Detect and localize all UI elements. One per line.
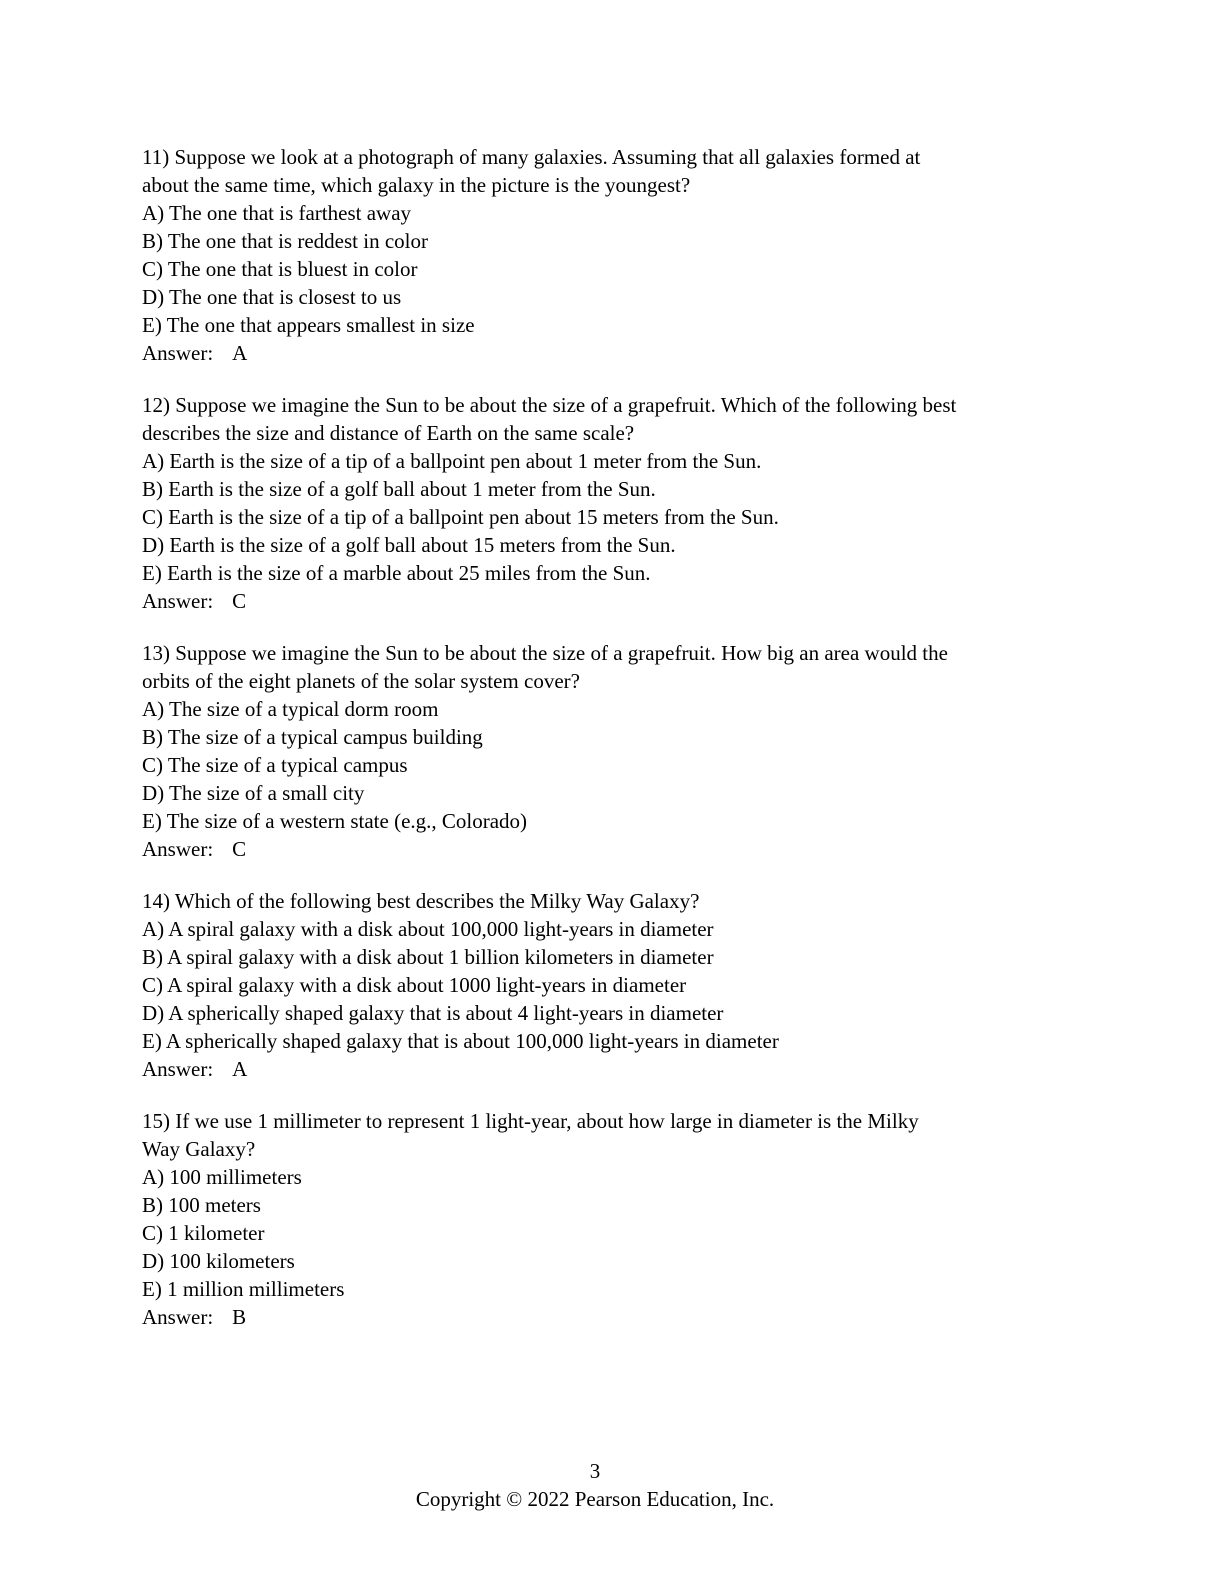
question-prompt: [142, 143, 1087, 199]
page-footer: [0, 1457, 1190, 1513]
question-prompt: [142, 1107, 1087, 1163]
question-prompt: [142, 887, 1087, 915]
page-number: 3: [589, 1459, 601, 1483]
question-block: [142, 1107, 1087, 1331]
question-prompt-line: 14) Which of the following best describes the Milky Way Galaxy?: [142, 889, 700, 913]
answer-option: A) The one that is farthest away: [142, 201, 412, 225]
answer-option: C) Earth is the size of a tip of a ballpoint pen about 15 meters from the Sun.: [142, 505, 779, 529]
question-prompt: [142, 639, 1087, 695]
answer-label: Answer:: [142, 589, 214, 613]
question-prompt: [142, 391, 1087, 447]
answer-option: E) A spherically shaped galaxy that is about 100,000 light-years in diameter: [142, 1029, 779, 1053]
answer-option: C) The one that is bluest in color: [142, 257, 418, 281]
document-page-content: [142, 143, 1087, 1355]
answer-label: Answer:: [142, 341, 214, 365]
question-options: [142, 1163, 1087, 1303]
answer-line: [142, 835, 1087, 863]
question-options: [142, 915, 1087, 1055]
answer-line: [142, 1055, 1087, 1083]
answer-option: A) A spiral galaxy with a disk about 100,000 light-years in diameter: [142, 917, 714, 941]
answer-line: [142, 339, 1087, 367]
answer-option: B) The one that is reddest in color: [142, 229, 428, 253]
answer-option: B) The size of a typical campus building: [142, 725, 483, 749]
answer-option: A) The size of a typical dorm room: [142, 697, 439, 721]
question-options: [142, 447, 1087, 587]
answer-option: C) The size of a typical campus: [142, 753, 408, 777]
answer-option: D) 100 kilometers: [142, 1249, 295, 1273]
answer-option: B) 100 meters: [142, 1193, 261, 1217]
answer-option: D) The one that is closest to us: [142, 285, 402, 309]
question-prompt-line: 15) If we use 1 millimeter to represent 1 light-year, about how large in diameter is the Milky: [142, 1109, 919, 1133]
question-block: [142, 639, 1087, 863]
answer-option: C) A spiral galaxy with a disk about 1000 light-years in diameter: [142, 973, 687, 997]
question-prompt-line: about the same time, which galaxy in the picture is the youngest?: [142, 173, 691, 197]
answer-option: E) Earth is the size of a marble about 25 miles from the Sun.: [142, 561, 651, 585]
question-prompt-line: orbits of the eight planets of the solar system cover?: [142, 669, 580, 693]
copyright-notice: Copyright © 2022 Pearson Education, Inc.: [415, 1487, 775, 1511]
answer-option: D) The size of a small city: [142, 781, 365, 805]
answer-option: D) Earth is the size of a golf ball about 15 meters from the Sun.: [142, 533, 676, 557]
answer-option: B) Earth is the size of a golf ball about 1 meter from the Sun.: [142, 477, 656, 501]
question-block: [142, 143, 1087, 367]
answer-value: B: [232, 1305, 247, 1329]
answer-value: A: [232, 1057, 248, 1081]
answer-label: Answer:: [142, 1057, 214, 1081]
answer-option: A) Earth is the size of a tip of a ballpoint pen about 1 meter from the Sun.: [142, 449, 762, 473]
answer-option: E) The one that appears smallest in size: [142, 313, 475, 337]
answer-label: Answer:: [142, 1305, 214, 1329]
answer-value: C: [232, 589, 247, 613]
answer-line: [142, 1303, 1087, 1331]
answer-option: C) 1 kilometer: [142, 1221, 265, 1245]
answer-label: Answer:: [142, 837, 214, 861]
question-block: [142, 391, 1087, 615]
question-options: [142, 695, 1087, 835]
answer-value: A: [232, 341, 248, 365]
question-prompt-line: 13) Suppose we imagine the Sun to be about the size of a grapefruit. How big an area would the: [142, 641, 948, 665]
answer-option: B) A spiral galaxy with a disk about 1 billion kilometers in diameter: [142, 945, 714, 969]
question-prompt-line: 11) Suppose we look at a photograph of many galaxies. Assuming that all galaxies formed at: [142, 145, 921, 169]
answer-line: [142, 587, 1087, 615]
question-prompt-line: describes the size and distance of Earth on the same scale?: [142, 421, 635, 445]
question-options: [142, 199, 1087, 339]
question-block: [142, 887, 1087, 1083]
answer-option: E) 1 million millimeters: [142, 1277, 345, 1301]
answer-option: E) The size of a western state (e.g., Colorado): [142, 809, 528, 833]
question-prompt-line: 12) Suppose we imagine the Sun to be about the size of a grapefruit. Which of the following best: [142, 393, 957, 417]
answer-value: C: [232, 837, 247, 861]
question-prompt-line: Way Galaxy?: [142, 1137, 256, 1161]
answer-option: D) A spherically shaped galaxy that is about 4 light-years in diameter: [142, 1001, 724, 1025]
answer-option: A) 100 millimeters: [142, 1165, 302, 1189]
